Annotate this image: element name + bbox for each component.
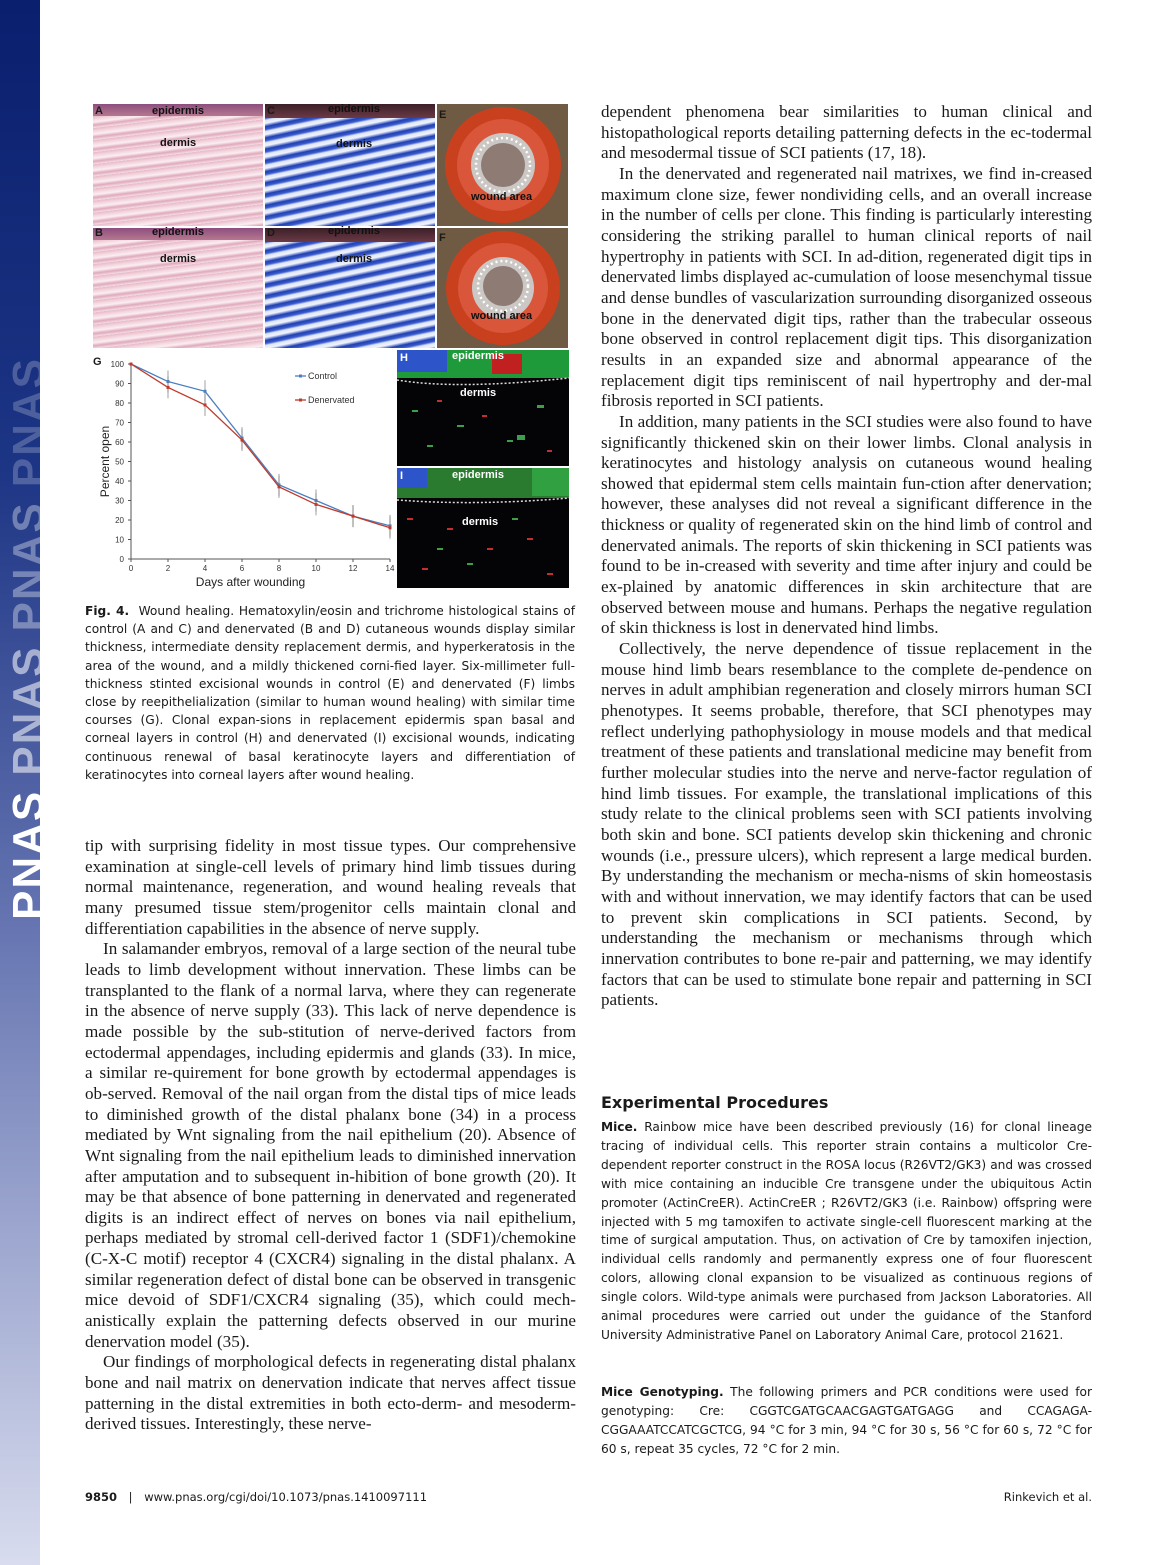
x-tick-label: 6 <box>239 564 245 573</box>
panel-c-epidermis-label: epidermis <box>328 103 380 115</box>
panel-h-dermis-label: dermis <box>460 387 497 399</box>
left-paragraph-1: tip with surprising fidelity in most tissue types. Our comprehensive examination at single-cell levels of primary hind limb tissues during normal maintenance, regeneration, and wound healing reveals that many presumed tissue stem/progenitor cells maintain clonal and differentiation capabilities in the absence of nerve supply. <box>85 836 576 938</box>
y-tick-label: 10 <box>115 535 124 545</box>
y-tick-label: 80 <box>115 399 124 408</box>
data-point-denervated <box>241 439 244 442</box>
panel-g-label: G <box>93 356 102 368</box>
fluorescence-image <box>397 350 569 466</box>
journal-sidebar-logo <box>4 343 54 920</box>
legend-label-denervated: Denervated <box>308 395 355 405</box>
left-paragraph-2: In salamander embryos, removal of a large section of the neural tube leads to limb development without innervation. These limbs can be transplanted to the flank of a normal larva, where they can regenerate in the absence of nerve supply (33). This lack of nerve dependence is made possible by the sub-stitution of nerve-derived factors from ectodermal appendages, including epidermis and glands (33). In mice, a similar re-quirement for bone growth by ectodermal appendages is ob-served. Removal of the nail organ from the distal tips of mice leads to diminished growth of the distal phalanx bone (34) in a process mediated by Wnt signaling from the nail epithelium (20). Absence of Wnt signaling from the nail epithelium leads to diminished innervation after amputation and to subsequent in-hibition of bone growth (20). It may be that absence of bone patterning in denervated and regenerated digits is an indirect effect of nerves on bones via nail epithelium, perhaps mediated by stromal cell-derived factor 1 (SDF1)/chemokine (C-X-C motif) receptor 4 (CXCR4) signaling in the distal phalanx. A similar regeneration defect of distal bone can be observed in transgenic mice devoid of SDF1/CXCR4 signaling (35), which could mech-anistically explain the patterning defects observed in our murine denervation model (35). <box>85 939 576 1351</box>
y-tick-label: 30 <box>115 496 124 506</box>
panel-d-dermis-label: dermis <box>336 253 373 265</box>
panel-a-epidermis-label: epidermis <box>152 105 204 117</box>
panel-a-dermis-label: dermis <box>160 137 197 149</box>
y-tick-label: 60 <box>115 438 124 447</box>
legend-marker-control <box>299 375 302 378</box>
series-line-denervated <box>131 364 390 528</box>
caption-label: Fig. 4. <box>85 604 130 618</box>
doi-link[interactable]: www.pnas.org/cgi/doi/10.1073/pnas.1410097111 <box>144 1490 428 1504</box>
panel-f-wound-photo <box>437 228 568 348</box>
data-point-denervated <box>315 503 318 506</box>
right-paragraph-4: Collectively, the nerve dependence of tissue replacement in the mouse hind limb bears resemblance to the complete de-pendence on nerves in adult amphibian regeneration and closely mirrors human SCI phenotypes. It seems probable, therefore, that SCI phenotypes may reflect underlying pathophysiology in mouse models and that medical treatment of these patients and translational medicine may benefit from further molecular studies into the nerve and nerve-factor regulation of hind limb tissues. For example, the translational implications of this study relate to the clinical problems seen with SCI patients involving both skin and bone. SCI patients develop skin thickening and chronic wounds (i.e., pressure ulcers), which represent a large medical burden. By understanding the mechanism or mecha-nisms of skin homeostasis with and without innervation, we may identify factors that can be used to prevent skin complications in SCI patients. Second, by understanding the mechanism or mechanisms through which innervation contributes to bone re-pair and patterning, we may identify factors that can be used to stimulate bone repair and patterning in SCI patients. <box>601 639 1092 1010</box>
wound-splint-image <box>437 228 568 348</box>
panel-c-label: C <box>267 105 275 117</box>
sidebar-logo-text-4: PNAS <box>4 357 53 488</box>
panel-h-fluorescence <box>397 350 569 466</box>
panel-i-dermis-label: dermis <box>462 516 499 528</box>
y-tick-label: 50 <box>115 457 124 467</box>
panel-b-dermis-label: dermis <box>160 253 197 265</box>
section-heading: Experimental Procedures <box>601 1093 829 1112</box>
wound-splint-image <box>437 104 568 226</box>
panel-e-wound-photo <box>437 104 568 226</box>
left-column <box>85 836 576 1435</box>
data-point-denervated <box>167 386 170 389</box>
y-tick-label: 20 <box>115 516 124 525</box>
panel-e-wound-area-label: wound area <box>471 191 533 203</box>
journal-sidebar <box>0 0 53 1565</box>
genotyping-text: The following primers and PCR conditions were used for genotyping: Cre: CGGTCGATGCAACGAGTGATGAGG and CCAGAGA-CGGAAATCCATCGCTCG, 94 °C for 3 min, 94 °C for 30 s, 56 °C for 60 s, 72 °C for 60 s, repeat 35 cycles, 72 °C for 2 min. <box>601 1385 1093 1456</box>
x-tick-label: 2 <box>165 564 171 573</box>
panel-b-label: B <box>95 227 103 239</box>
right-paragraph-3: In addition, many patients in the SCI studies were also found to have significantly thickened skin on their lower limbs. Clonal analysis in keratinocytes and histology analysis on cutaneous wound healing showed that epidermal stem cells maintain fun-ction after denervation; however, these analyses did not reveal a significant difference in the thickness or quality of regenerated skin on the hind limb of control and denervated animals. The reports of skin thickening in SCI patients was found to be in-creased with severity and time after injury and could be ex-plained by anatomic differences in skin architecture that are observed between mouse and humans. Perhaps the negative regulation of skin thickness is lost in denervated hind limbs. <box>601 411 1092 638</box>
panel-d-epidermis-label: epidermis <box>328 225 380 237</box>
x-tick-label: 4 <box>202 564 208 573</box>
data-point-denervated <box>352 515 355 518</box>
panel-i-epidermis-label: epidermis <box>452 469 504 481</box>
panel-c-trichrome <box>265 104 435 226</box>
mice-label: Mice. <box>601 1120 638 1134</box>
wound-closure-chart <box>90 350 395 595</box>
panel-h-label: H <box>400 352 408 364</box>
sidebar-logo-text-3: PNAS <box>4 501 53 632</box>
footer-separator: | <box>128 1490 133 1504</box>
x-tick-label: 12 <box>348 564 358 573</box>
panel-h-epidermis-label: epidermis <box>452 350 504 362</box>
x-tick-label: 0 <box>128 564 134 573</box>
page-footer-left <box>85 1490 427 1504</box>
methods-mice <box>601 1118 1092 1345</box>
left-paragraph-3: Our findings of morphological defects in regenerating distal phalanx bone and nail matrix on denervation indicate that nerves affect tissue patterning in the distal extremities in both ecto-derm- and mesoderm-derived tissues. Interestingly, these nerve- <box>85 1352 576 1434</box>
panel-b-epidermis-label: epidermis <box>152 226 204 238</box>
right-paragraph-1: dependent phenomena bear similarities to human clinical and histopathological reports detailing patterning defects in the ec-todermal and mesodermal tissue of SCI patients (17, 18). <box>601 102 1092 163</box>
caption-text: Wound healing. Hematoxylin/eosin and trichrome histological stains of control (A and C) and denervated (B and D) cutaneous wounds display similar thickness, intermediate density replacement dermis, and hyperkeratosis in the area of the wound, and a mildly thickened corni-fied layer. Six-millimeter full-thickness stinted excisional wounds in control (E) and denervated (F) limbs close by reepithelialization (similar to human wound healing) with similar time courses (G). Clonal expan-sions in replacement epidermis span basal and corneal layers in control (H) and denervated (I) excisional wounds, indicating continuous renewal of basal keratinocyte layers and differentiation of keratinocytes into corneal layers after wound healing. <box>85 604 576 782</box>
y-tick-label: 70 <box>115 418 124 428</box>
panel-b-hematoxylin-eosin <box>93 228 263 348</box>
legend-label-control: Control <box>308 371 338 381</box>
panel-f-wound-area-label: wound area <box>471 310 533 322</box>
right-column <box>601 102 1092 1011</box>
data-point-control <box>204 390 207 393</box>
x-axis-label: Days after wounding <box>195 575 306 589</box>
panel-d-label: D <box>267 227 275 239</box>
panel-e-label: E <box>439 109 447 121</box>
panel-c-dermis-label: dermis <box>336 138 373 150</box>
sidebar-logo-text-1: PNAS <box>4 789 53 920</box>
methods-genotyping <box>601 1383 1092 1459</box>
figure-caption <box>85 602 575 784</box>
right-paragraph-2: In the denervated and regenerated nail matrixes, we find in-creased maximum clone size, fewer nondividing cells, and an overall increase in the number of cells per clone. This finding is particularly interesting considering the striking parallel to human clinical reports of nail hypertrophy in patients with SCI. In ad-dition, regenerated digit tips in denervated limbs displayed ac-cumulation of loose mesenchymal tissue and dense bundles of vascularization surrounding disorganized osseous bone in the denervated digit tips, rather than the trabecular osseous bone observed in control replacement digit tips. This disorganization results in an expanded size and abnormal appearance of the replacement digit tips reminiscent of nail hypertrophy and der-mal fibrosis reported in SCI patients. <box>601 163 1092 411</box>
legend-marker-denervated <box>299 399 302 402</box>
x-tick-label: 14 <box>385 564 395 573</box>
fluorescence-image <box>397 468 569 588</box>
panel-a-hematoxylin-eosin <box>93 104 263 226</box>
x-tick-label: 8 <box>276 564 282 573</box>
genotyping-label: Mice Genotyping. <box>601 1385 724 1399</box>
y-tick-label: 40 <box>115 477 124 486</box>
panel-i-fluorescence <box>397 468 569 588</box>
panel-i-label: I <box>400 470 404 482</box>
data-point-denervated <box>130 363 133 366</box>
sidebar-logo-text-2: PNAS <box>4 645 53 776</box>
data-point-denervated <box>204 403 207 406</box>
panel-d-trichrome <box>265 228 435 348</box>
author-credit: Rinkevich et al. <box>1003 1490 1092 1504</box>
y-tick-label: 0 <box>119 555 124 564</box>
x-tick-label: 10 <box>311 564 321 573</box>
panel-a-label: A <box>95 105 103 117</box>
page-number: 9850 <box>85 1490 118 1504</box>
data-point-denervated <box>389 526 392 529</box>
y-tick-label: 90 <box>115 379 124 389</box>
page-footer-right <box>1004 1490 1092 1504</box>
y-axis-label: Percent open <box>98 425 112 498</box>
panel-f-label: F <box>439 232 446 244</box>
y-tick-label: 100 <box>110 360 124 369</box>
data-point-denervated <box>278 485 281 488</box>
mice-text: Rainbow mice have been described previously (16) for clonal lineage tracing of individual cells. This reporter strain contains a multicolor Cre-dependent reporter construct in the ROSA locus (R26VT2/GK3) and was crossed with mice containing an inducible Cre transgene under the ubiquitous Actin promoter (ActinCreER). ActinCreER ; R26VT2/GK3 (i.e. Rainbow) offspring were injected with 5 mg tamoxifen to activate single-cell fluorescent marking at the time of surgical amputation. Thus, on activation of Cre by tamoxifen injection, individual cells randomly and permanently express one of four fluorescent colors, allowing clonal expansion to be visualized as continuous regions of single colors. Wild-type animals were purchased from Jackson Laboratories. All animal procedures were carried out under the guidance of the Stanford University Administrative Panel on Laboratory Animal Care, protocol 21621. <box>601 1120 1093 1342</box>
